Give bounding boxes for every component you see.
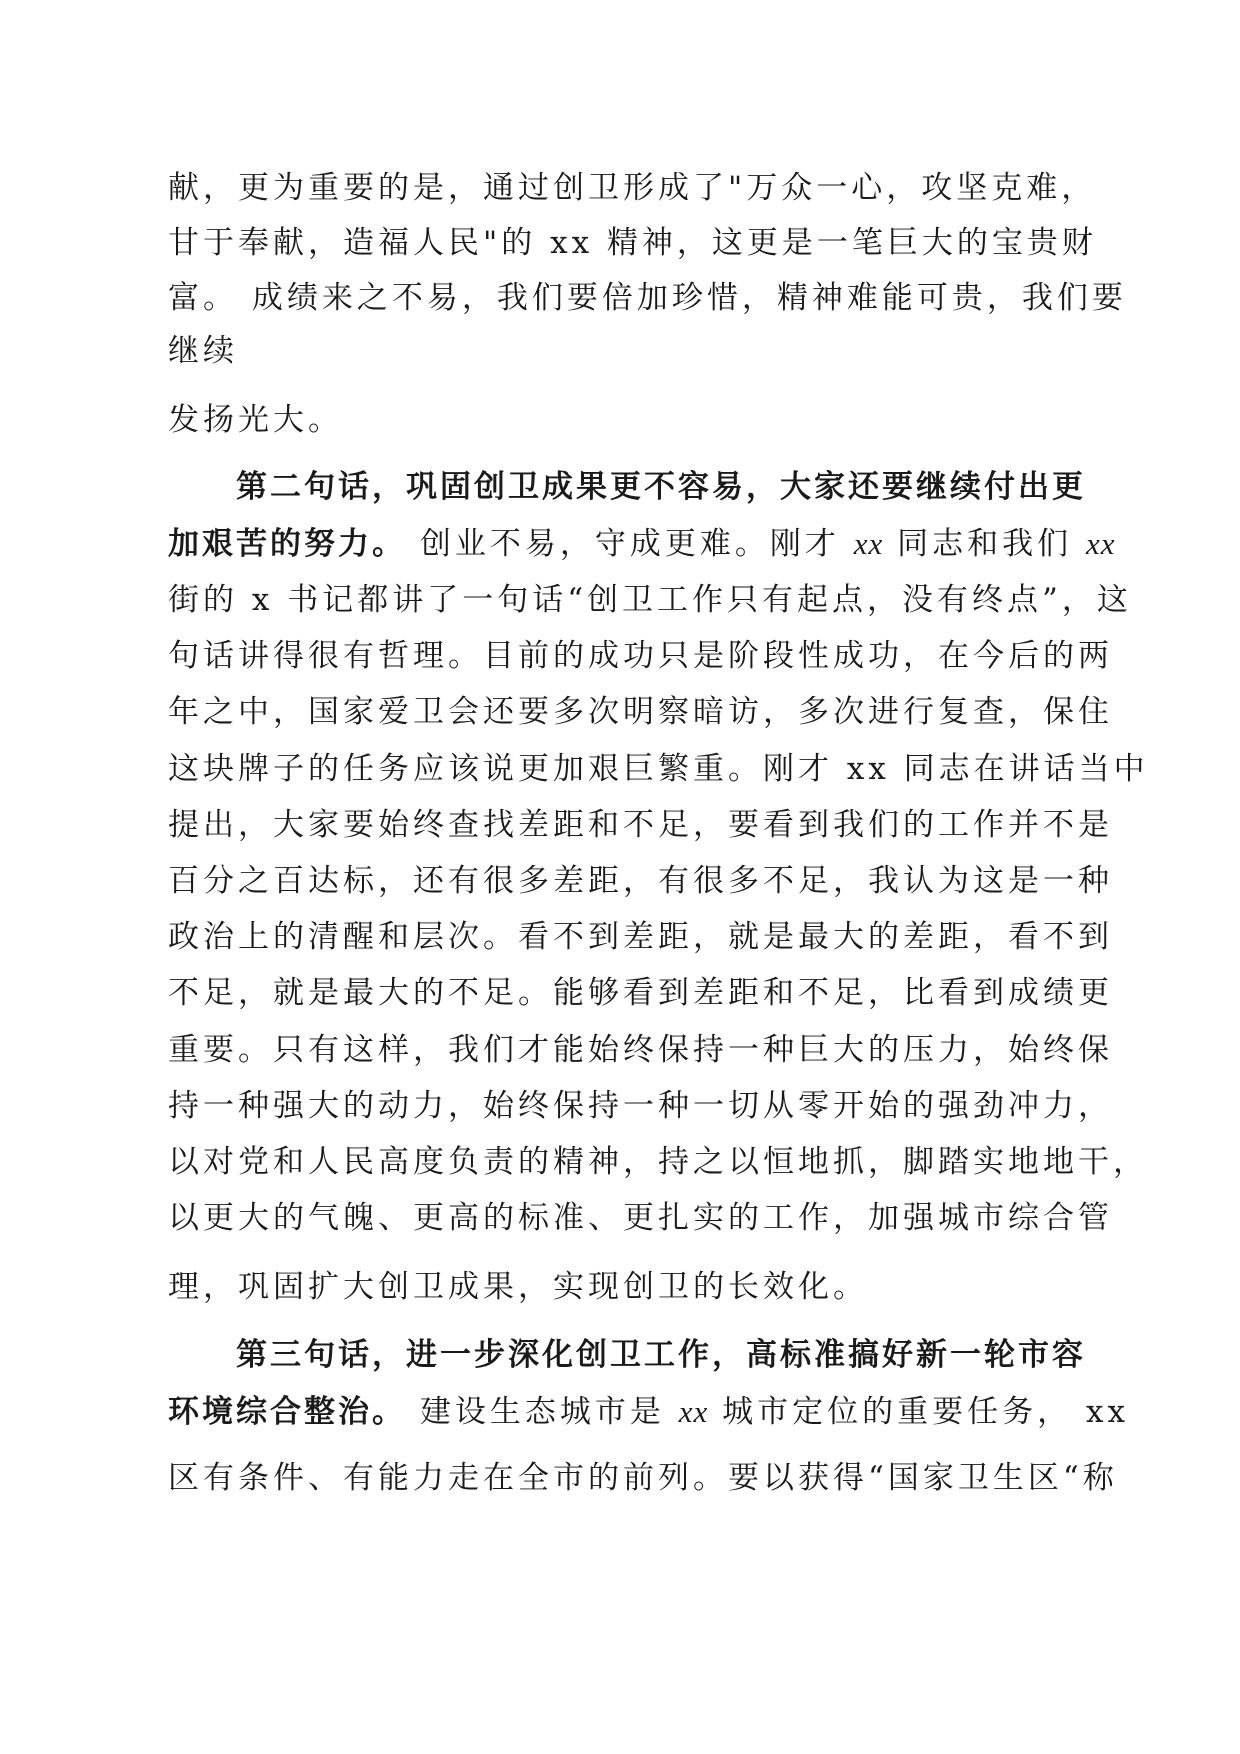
text-line: 发扬光大。 xyxy=(168,402,343,438)
text-line: 不足，就是最大的不足。能够看到差距和不足，比看到成绩更 xyxy=(168,975,1113,1011)
text-line xyxy=(168,524,1116,564)
text-span: xx xyxy=(853,526,884,561)
paragraph-heading: 环境综合整治。 xyxy=(168,1394,406,1430)
text-line: 这块牌子的任务应该说更加艰巨繁重。刚才 xx 同志在讲话当中 xyxy=(168,751,1149,787)
text-line: 以对党和人民高度负责的精神，持之以恒地抓，脚踏实地地干， xyxy=(168,1144,1148,1180)
paragraph-heading: 加艰苦的努力。 xyxy=(168,526,406,562)
text-line: 百分之百达标，还有很多差距，有很多不足，我认为这是一种 xyxy=(168,863,1113,899)
text-line: 重要。只有这样，我们才能始终保持一种巨大的压力，始终保 xyxy=(168,1032,1113,1068)
text-line: 区有条件、有能力走在全市的前列。要以获得“国家卫生区“称 xyxy=(168,1460,1118,1496)
text-line: 政治上的清醒和层次。看不到差距，就是最大的差距，看不到 xyxy=(168,919,1113,955)
text-line: 句话讲得很有哲理。目前的成功只是阶段性成功，在今后的两 xyxy=(168,638,1113,674)
text-line xyxy=(168,1392,1129,1432)
text-line: 富。 成绩来之不易，我们要倍加珍惜，精神难能可贵，我们要 xyxy=(168,280,1127,316)
text-line: 甘于奉献，造福人民"的 xx 精神，这更是一笔巨大的宝贵财 xyxy=(168,225,1097,261)
text-line: 继续 xyxy=(168,333,238,369)
text-span: xx xyxy=(1085,526,1116,561)
text-span: xx xyxy=(678,1394,709,1429)
text-span: 创业不易，守成更难。刚才 xyxy=(406,526,854,562)
text-line: 提出，大家要始终查找差距和不足，要看到我们的工作并不是 xyxy=(168,807,1113,843)
text-span: 同志和我们 xyxy=(883,526,1086,562)
text-line: 献，更为重要的是，通过创卫形成了"万众一心，攻坚克难， xyxy=(168,170,1097,206)
text-line: 街的 x 书记都讲了一句话“创卫工作只有起点，没有终点”，这 xyxy=(168,582,1132,618)
paragraph-heading: 第二句话，巩固创卫成果更不容易，大家还要继续付出更 xyxy=(236,469,1086,505)
text-line: 年之中，国家爱卫会还要多次明察暗访，多次进行复查，保住 xyxy=(168,694,1113,730)
text-span: 城市定位的重要任务， xx xyxy=(708,1394,1129,1430)
text-line: 理，巩固扩大创卫成果，实现创卫的长效化。 xyxy=(168,1269,868,1305)
text-span: 建设生态城市是 xyxy=(406,1394,679,1430)
paragraph-heading: 第三句话，进一步深化创卫工作，高标准搞好新一轮市容 xyxy=(236,1337,1086,1373)
text-line: 持一种强大的动力，始终保持一种一切从零开始的强劲冲力， xyxy=(168,1088,1113,1124)
text-line: 以更大的气魄、更高的标准、更扎实的工作，加强城市综合管 xyxy=(168,1200,1113,1236)
